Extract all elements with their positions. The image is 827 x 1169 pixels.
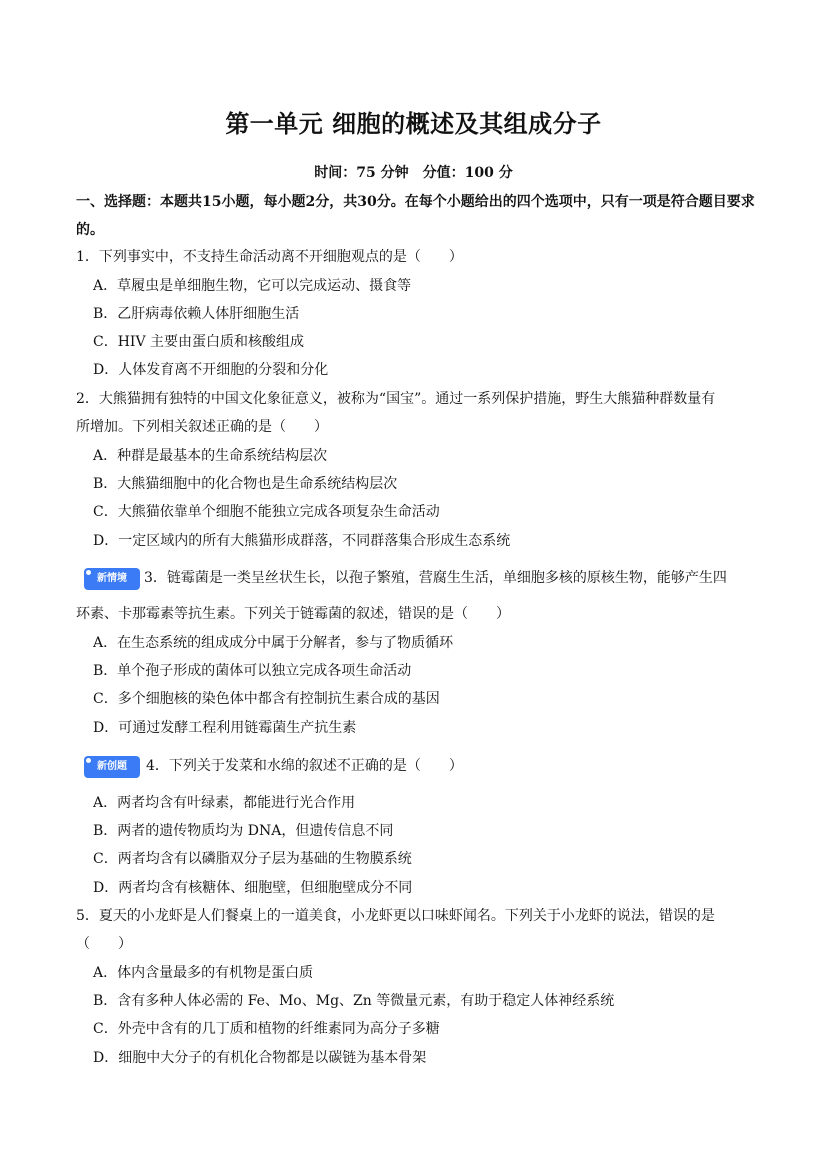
new-original-tag: 新创题 <box>84 756 140 778</box>
question-5-option-a: A．体内含量最多的有机物是蛋白质 <box>93 965 314 981</box>
question-4-option-d: D．两者均含有核糖体、细胞壁，但细胞壁成分不同 <box>93 880 413 896</box>
page-title: 第一单元 细胞的概述及其组成分子 <box>225 110 602 138</box>
question-5-option-d: D．细胞中大分子的有机化合物都是以碳链为基本骨架 <box>93 1050 427 1066</box>
question-1-option-b: B．乙肝病毒依赖人体肝细胞生活 <box>93 306 300 322</box>
question-4-option-c: C．两者均含有以磷脂双分子层为基础的生物膜系统 <box>93 851 412 867</box>
question-1-stem: 1．下列事实中，不支持生命活动离不开细胞观点的是（ ） <box>76 249 463 265</box>
question-2-option-c: C．大熊猫依靠单个细胞不能独立完成各项复杂生命活动 <box>93 504 440 520</box>
new-context-tag: 新情境 <box>84 568 140 590</box>
question-2-stem-line-1: 2．大熊猫拥有独特的中国文化象征意义，被称为“国宝”。通过一系列保护措施，野生大熊猫种群数量有 <box>76 391 716 407</box>
question-4-option-b: B．两者的遗传物质均为 DNA，但遗传信息不同 <box>93 823 394 839</box>
question-1-option-c: C．HIV 主要由蛋白质和核酸组成 <box>93 334 305 350</box>
question-5-option-b: B．含有多种人体必需的 Fe、Mo、Mg、Zn 等微量元素，有助于稳定人体神经系统 <box>93 993 615 1009</box>
question-2-option-b: B．大熊猫细胞中的化合物也是生命系统结构层次 <box>93 476 398 492</box>
question-5-stem-line-2: （ ） <box>76 936 132 952</box>
question-2-option-d: D．一定区域内的所有大熊猫形成群落，不同群落集合形成生态系统 <box>93 533 511 549</box>
question-3-option-d: D．可通过发酵工程利用链霉菌生产抗生素 <box>93 720 357 736</box>
question-5-option-c: C．外壳中含有的几丁质和植物的纤维素同为高分子多糖 <box>93 1021 440 1037</box>
question-2-stem-line-2: 所增加。下列相关叙述正确的是（ ） <box>76 419 328 435</box>
question-4-option-a: A．两者均含有叶绿素，都能进行光合作用 <box>93 795 356 811</box>
question-3-option-b: B．单个孢子形成的菌体可以独立完成各项生命活动 <box>93 663 412 679</box>
question-3-stem-line-2: 环素、卡那霉素等抗生素。下列关于链霉菌的叙述，错误的是（ ） <box>76 606 510 622</box>
exam-time-score: 时间：75 分钟 分值：100 分 <box>314 165 513 181</box>
section-heading: 一、选择题：本题共15小题，每小题2分，共30分。在每个小题给出的四个选项中，只有一项是符合题目要求的。 <box>76 194 755 238</box>
question-3-stem-line-1: 3．链霉菌是一类呈丝状生长，以孢子繁殖，营腐生生活，单细胞多核的原核生物，能够产生四 <box>144 570 727 586</box>
question-2-option-a: A．种群是最基本的生命系统结构层次 <box>93 448 328 464</box>
question-3-option-a: A．在生态系统的组成成分中属于分解者，参与了物质循环 <box>93 635 454 651</box>
question-1-option-a: A．草履虫是单细胞生物，它可以完成运动、摄食等 <box>93 278 412 294</box>
question-4-stem: 4．下列关于发菜和水绵的叙述不正确的是（ ） <box>146 758 463 774</box>
question-3-option-c: C．多个细胞核的染色体中都含有控制抗生素合成的基因 <box>93 691 440 707</box>
question-5-stem-line-1: 5．夏天的小龙虾是人们餐桌上的一道美食，小龙虾更以口味虾闻名。下列关于小龙虾的说法，错误的是 <box>76 908 715 924</box>
question-1-option-d: D．人体发育离不开细胞的分裂和分化 <box>93 362 329 378</box>
